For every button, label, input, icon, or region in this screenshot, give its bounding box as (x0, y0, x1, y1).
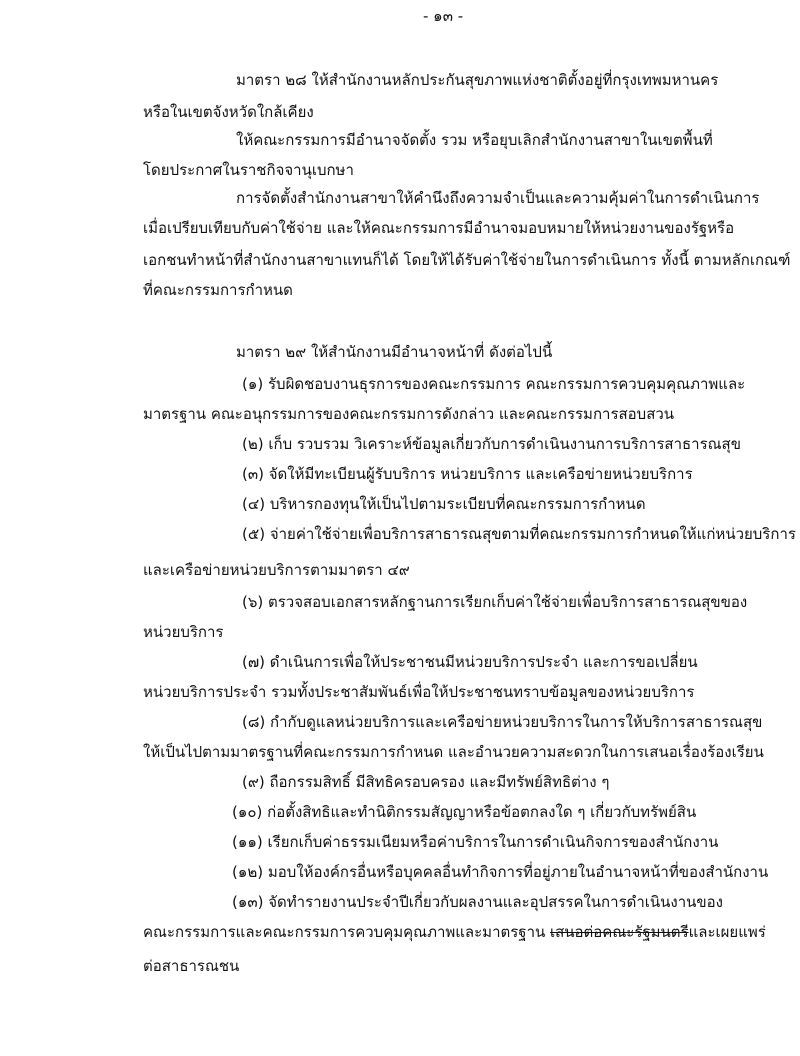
section-29-item-6-line-1: (๖) ตรวจสอบเอกสารหลักฐานการเรียกเก็บค่าใช้จ่ายเพื่อบริการสาธารณสุขของ (242, 593, 748, 611)
section-28-paragraph-3-line-4: ที่คณะกรรมการกำหนด (143, 281, 293, 299)
section-29-item-8-line-2: ให้เป็นไปตามมาตรฐานที่คณะกรรมการกำหนด และอำนวยความสะดวกในการเสนอเรื่องร้องเรียน (143, 743, 764, 761)
section-29-item-5-line-2: และเครือข่ายหน่วยบริการตามมาตรา ๔๙ (143, 561, 410, 579)
section-29-item-7-line-1: (๗) ดำเนินการเพื่อให้ประชาชนมีหน่วยบริการประจำ และการขอเปลี่ยน (242, 653, 698, 671)
page-number: - ๑๓ - (423, 7, 464, 25)
section-29-item-8-line-1: (๘) กำกับดูแลหน่วยบริการและเครือข่ายหน่วยบริการในการให้บริการสาธารณสุข (242, 713, 763, 731)
item-13-text-part-2: และเผยแพร่ (688, 923, 766, 941)
section-29-item-4: (๔) บริหารกองทุนให้เป็นไปตามระเบียบที่คณะกรรมการกำหนด (242, 495, 646, 513)
section-29-item-5-line-1: (๕) จ่ายค่าใช้จ่ายเพื่อบริการสาธารณสุขตามที่คณะกรรมการกำหนดให้แก่หน่วยบริการ (242, 525, 796, 543)
section-29-heading: มาตรา ๒๙ ให้สำนักงานมีอำนาจหน้าที่ ดังต่อไปนี้ (236, 343, 553, 361)
section-28-paragraph-3-line-3: เอกชนทำหน้าที่สำนักงานสาขาแทนก็ได้ โดยให้ได้รับค่าใช้จ่ายในการดำเนินการ ทั้งนี้ ตามหลักเกณฑ์ (143, 251, 791, 269)
section-28-paragraph-3-line-2: เมื่อเปรียบเทียบกับค่าใช้จ่าย และให้คณะกรรมการมีอำนาจมอบหมายให้หน่วยงานของรัฐหรือ (143, 219, 735, 237)
section-29-item-12: (๑๒) มอบให้องค์กรอื่นหรือบุคคลอื่นทำกิจการที่อยู่ภายในอำนาจหน้าที่ของสำนักงาน (232, 863, 769, 881)
section-29-item-9: (๙) ถือกรรมสิทธิ์ มีสิทธิครอบครอง และมีทรัพย์สิทธิต่าง ๆ (242, 773, 610, 791)
section-29-item-13-line-2 (143, 922, 766, 942)
section-29-item-7-line-2: หน่วยบริการประจำ รวมทั้งประชาสัมพันธ์เพื่อให้ประชาชนทราบข้อมูลของหน่วยบริการ (143, 683, 695, 701)
section-29-item-2: (๒) เก็บ รวบรวม วิเคราะห์ข้อมูลเกี่ยวกับการดำเนินงานการบริการสาธารณสุข (242, 435, 741, 453)
section-29-item-1-line-1: (๑) รับผิดชอบงานธุรการของคณะกรรมการ คณะกรรมการควบคุมคุณภาพและ (242, 375, 746, 393)
section-29-item-10: (๑๐) ก่อตั้งสิทธิและทำนิติกรรมสัญญาหรือข้อตกลงใด ๆ เกี่ยวกับทรัพย์สิน (232, 803, 697, 821)
section-29-item-13-line-1: (๑๓) จัดทำรายงานประจำปีเกี่ยวกับผลงานและอุปสรรคในการดำเนินงานของ (232, 893, 724, 911)
section-29-item-6-line-2: หน่วยบริการ (143, 623, 224, 641)
item-13-struck-text: เสนอต่อคณะรัฐมนตรี (550, 923, 689, 941)
item-13-text-part-1: คณะกรรมการและคณะกรรมการควบคุมคุณภาพและมาตรฐาน (143, 923, 551, 941)
section-28-paragraph-3-line-1: การจัดตั้งสำนักงานสาขาให้คำนึงถึงความจำเป็นและความคุ้มค่าในการดำเนินการ (236, 189, 760, 207)
section-29-item-3: (๓) จัดให้มีทะเบียนผู้รับบริการ หน่วยบริการ และเครือข่ายหน่วยบริการ (242, 465, 693, 483)
section-28-paragraph-1-line-1: มาตรา ๒๘ ให้สำนักงานหลักประกันสุขภาพแห่งชาติตั้งอยู่ที่กรุงเทพมหานคร (236, 71, 719, 89)
section-28-paragraph-2-line-2: โดยประกาศในราชกิจจานุเบกษา (143, 161, 354, 179)
section-28-paragraph-1-line-2: หรือในเขตจังหวัดใกล้เคียง (143, 103, 314, 121)
section-29-item-13-line-3: ต่อสาธารณชน (143, 957, 240, 975)
section-29-item-11: (๑๑) เรียกเก็บค่าธรรมเนียมหรือค่าบริการในการดำเนินกิจการของสำนักงาน (232, 833, 719, 851)
section-29-item-1-line-2: มาตรฐาน คณะอนุกรรมการของคณะกรรมการดังกล่าว และคณะกรรมการสอบสวน (143, 405, 675, 423)
section-28-paragraph-2-line-1: ให้คณะกรรมการมีอำนาจจัดตั้ง รวม หรือยุบเลิกสำนักงานสาขาในเขตพื้นที่ (236, 131, 713, 149)
